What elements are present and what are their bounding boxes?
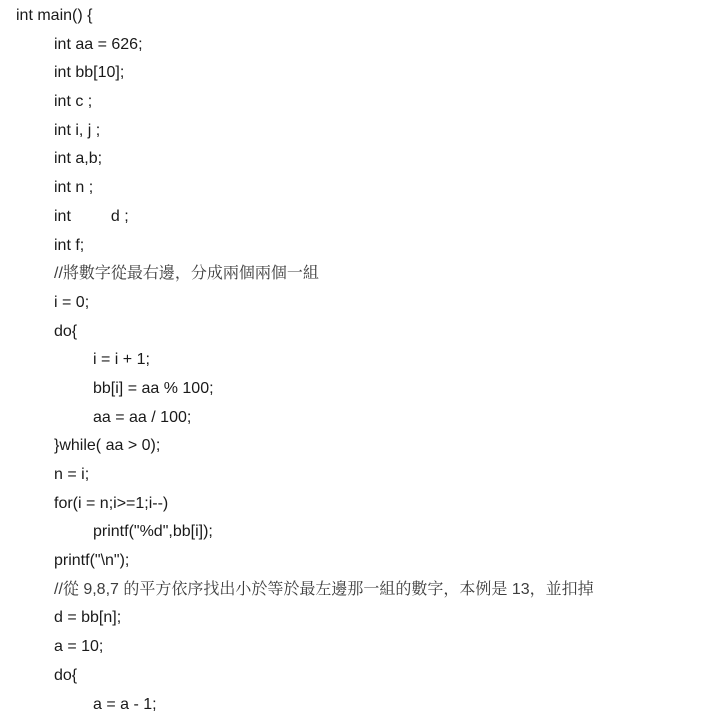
code-line: int f; (54, 236, 85, 254)
code-line: for(i = n;i>=1;i--) (54, 494, 169, 512)
comment-line: //將數字從最右邊，分成兩個兩個一組 (54, 265, 319, 283)
code-line: int n ; (54, 179, 94, 197)
code-line: n = i; (54, 466, 90, 483)
code-line: int i, j ; (54, 121, 101, 139)
code-lines-container (0, 2, 702, 719)
code-line: bb[i] = aa % 100; (93, 379, 214, 397)
code-line: do{ (54, 322, 78, 340)
code-line: a = a - 1; (93, 695, 157, 713)
code-line: int c ; (54, 93, 93, 111)
code-line: int bb[10]; (54, 64, 125, 82)
code-line: i = 0; (54, 293, 90, 311)
code-line: a = 10; (54, 638, 104, 656)
comment-line: //從 9,8,7 的平方依序找出小於等於最左邊那一組的數字，本例是 13，並扣掉 (54, 580, 594, 598)
code-line: int aa = 626; (54, 35, 143, 53)
code-line: int d ; (54, 207, 129, 225)
code-line: do{ (54, 666, 78, 684)
code-line: i = i + 1; (93, 351, 150, 369)
code-line: d = bb[n]; (54, 609, 122, 627)
code-line: int main() { (16, 7, 93, 24)
code-line: }while( aa > 0); (54, 437, 161, 455)
code-line: printf("%d",bb[i]); (93, 523, 213, 541)
code-line: aa = aa / 100; (93, 408, 192, 426)
code-line: printf("\n"); (54, 552, 130, 570)
code-line: int a,b; (54, 150, 103, 168)
